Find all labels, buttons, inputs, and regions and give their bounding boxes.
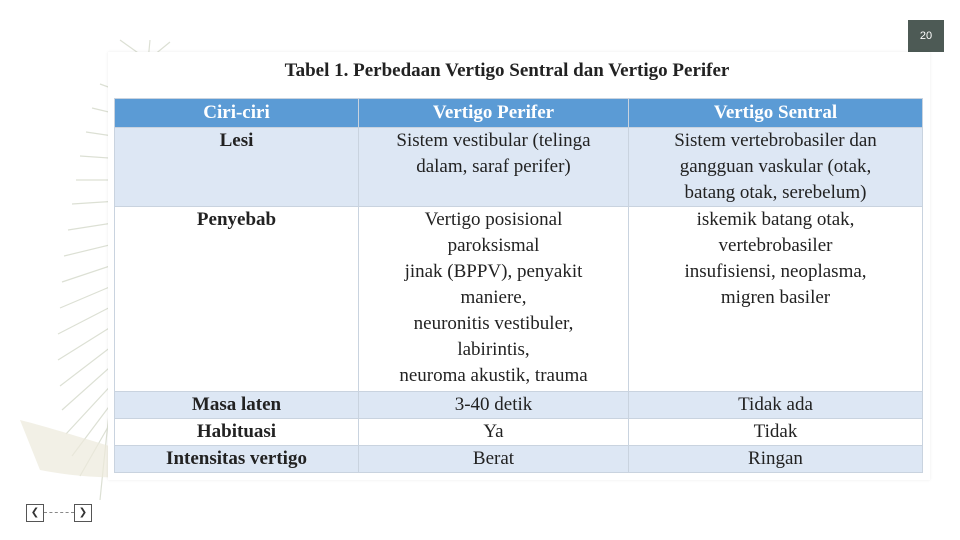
chevron-left-icon[interactable]: ❮ [26, 504, 44, 522]
nav-divider [44, 512, 74, 513]
header-vertigo-sentral: Vertigo Sentral [629, 99, 923, 128]
slide-navigation [26, 504, 92, 522]
table-row [115, 128, 923, 207]
cell-intensitas-perifer: Berat [359, 446, 629, 473]
cell-habituasi-sentral: Tidak [629, 419, 923, 446]
cell-masa-laten-sentral: Tidak ada [629, 392, 923, 419]
chevron-right-icon[interactable]: ❯ [74, 504, 92, 522]
cell-penyebab-sentral: iskemik batang otak, vertebrobasiler insufisiensi, neoplasma, migren basiler [629, 207, 923, 392]
row-label-lesi: Lesi [115, 128, 359, 207]
table-row [115, 419, 923, 446]
row-label-habituasi: Habituasi [115, 419, 359, 446]
cell-lesi-sentral: Sistem vertebrobasiler dan gangguan vaskular (otak, batang otak, serebelum) [629, 128, 923, 207]
table-row [115, 392, 923, 419]
row-label-intensitas-vertigo: Intensitas vertigo [115, 446, 359, 473]
row-label-penyebab: Penyebab [115, 207, 359, 392]
table-row [115, 207, 923, 392]
cell-penyebab-perifer: Vertigo posisional paroksismal jinak (BPPV), penyakit maniere, neuronitis vestibuler, labirintis, neuroma akustik, trauma [359, 207, 629, 392]
table-row [115, 446, 923, 473]
slide-number-badge [908, 20, 944, 52]
table-image [108, 52, 930, 480]
comparison-table [114, 98, 923, 473]
header-ciri-ciri: Ciri-ciri [115, 99, 359, 128]
header-vertigo-perifer: Vertigo Perifer [359, 99, 629, 128]
table-header-row [115, 99, 923, 128]
cell-intensitas-sentral: Ringan [629, 446, 923, 473]
table-title: Tabel 1. Perbedaan Vertigo Sentral dan Vertigo Perifer [284, 60, 730, 81]
slide-number: 20 [919, 30, 933, 42]
row-label-masa-laten: Masa laten [115, 392, 359, 419]
cell-masa-laten-perifer: 3-40 detik [359, 392, 629, 419]
cell-habituasi-perifer: Ya [359, 419, 629, 446]
cell-lesi-perifer: Sistem vestibular (telinga dalam, saraf perifer) [359, 128, 629, 207]
